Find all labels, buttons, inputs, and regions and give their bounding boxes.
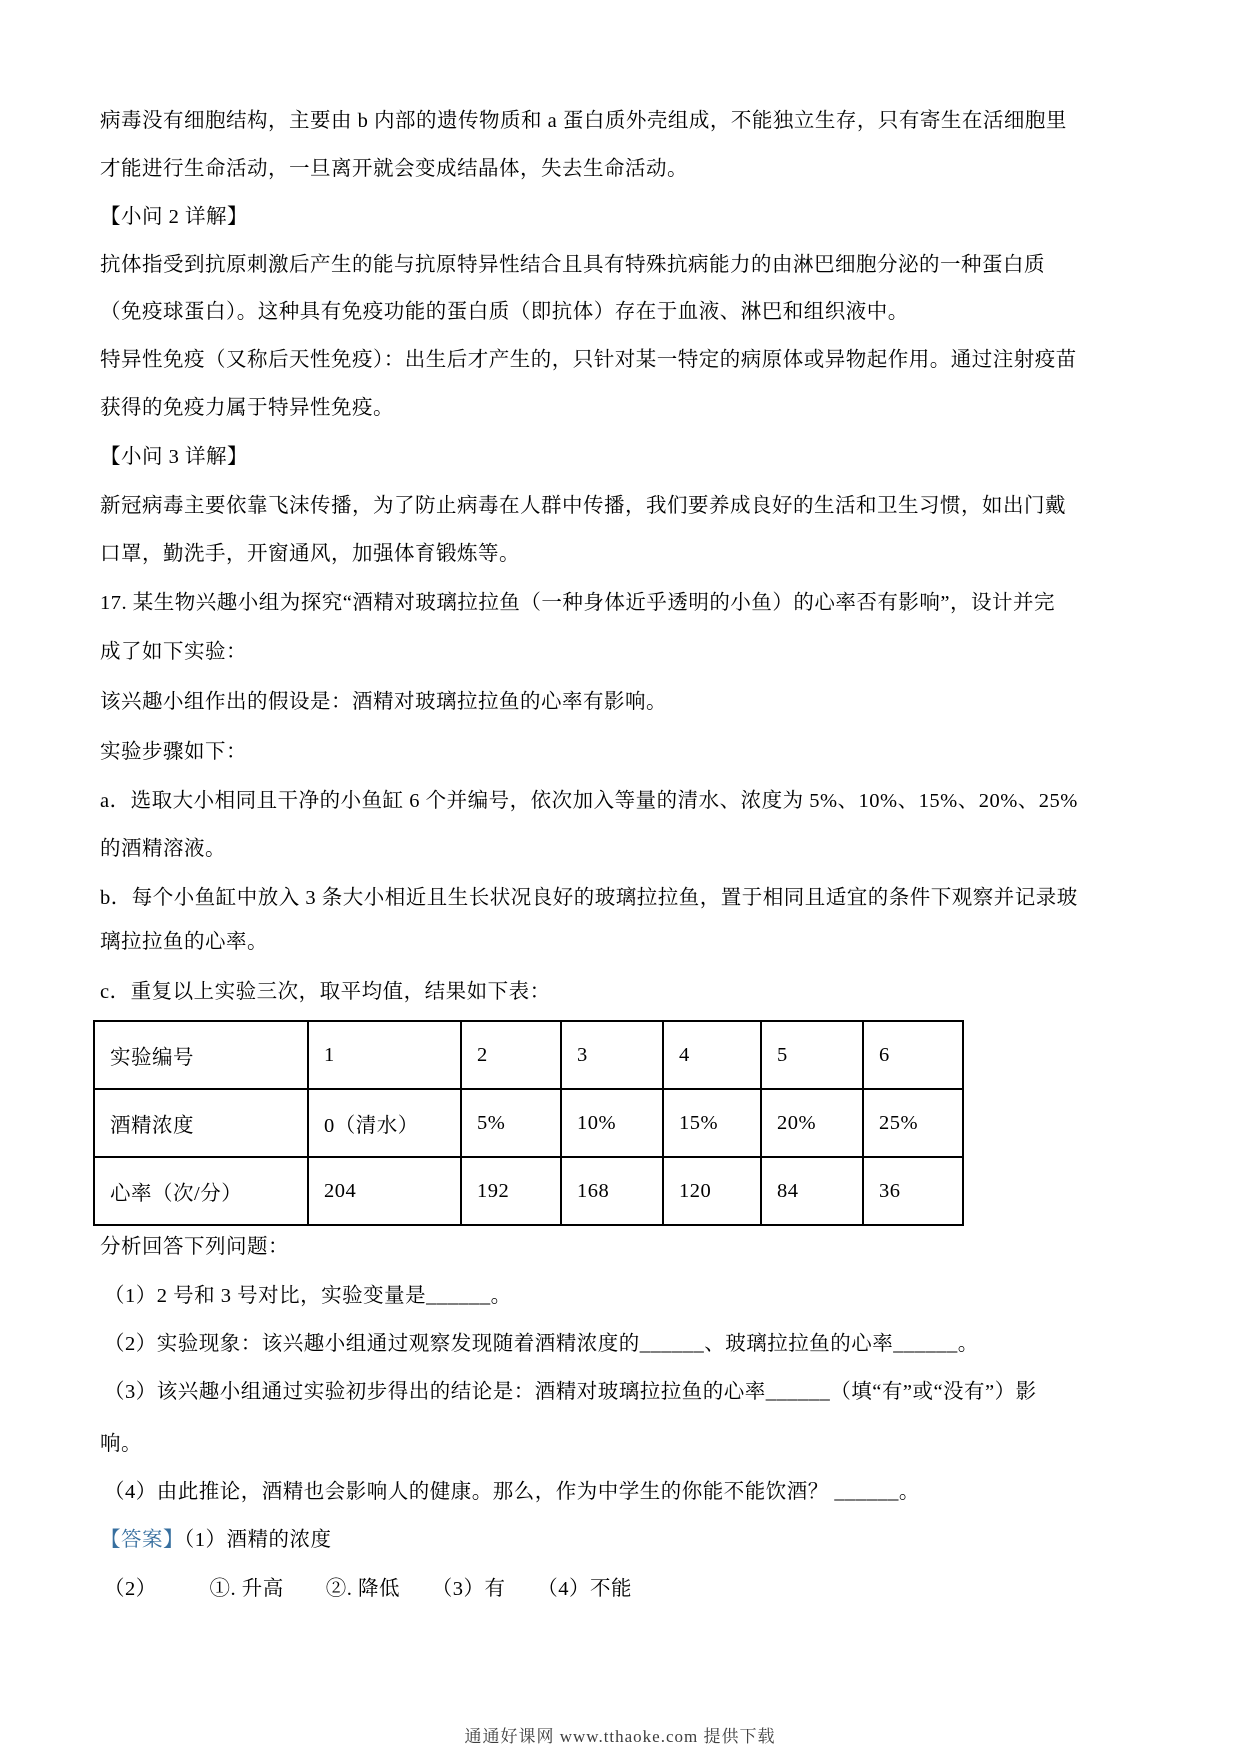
- table-row-alcohol-concentration: [94, 1089, 963, 1157]
- table-cell: 36: [863, 1157, 963, 1225]
- q17-step-b-line: 璃拉拉鱼的心率。: [100, 931, 268, 953]
- q17-step-c-line: c．重复以上实验三次，取平均值，结果如下表：: [100, 981, 551, 1003]
- table-cell: 0（清水）: [308, 1089, 461, 1157]
- analysis-question-3-wrap: 响。: [100, 1433, 142, 1455]
- table-cell: 15%: [663, 1089, 761, 1157]
- table-cell: 168: [561, 1157, 663, 1225]
- table-cell: 1: [308, 1021, 461, 1089]
- answer-1-text: （1）酒精的浓度: [184, 1529, 332, 1551]
- table-cell: 5: [761, 1021, 863, 1089]
- q16-part3-heading: 【小问 3 详解】: [100, 446, 248, 468]
- table-cell: 20%: [761, 1089, 863, 1157]
- q16-part2-heading: 【小问 2 详解】: [100, 206, 248, 228]
- answer-line-1: [100, 1527, 332, 1553]
- q17-step-b-line: b．每个小鱼缸中放入 3 条大小相近且生长状况良好的玻璃拉拉鱼，置于相同且适宜的条件下观察并记录玻: [100, 887, 1078, 909]
- table-cell: 25%: [863, 1089, 963, 1157]
- table-cell: 84: [761, 1157, 863, 1225]
- q16-part3-line: 口罩，勤洗手，开窗通风，加强体育锻炼等。: [100, 543, 520, 565]
- table-cell: 4: [663, 1021, 761, 1089]
- experiment-results-table: [93, 1020, 964, 1226]
- q16-part3-line: 新冠病毒主要依靠飞沫传播，为了防止病毒在人群中传播，我们要养成良好的生活和卫生习惯，如出门戴: [100, 495, 1066, 517]
- q17-steps-heading: 实验步骤如下：: [100, 741, 247, 763]
- analysis-question-3: （3）该兴趣小组通过实验初步得出的结论是：酒精对玻璃拉拉鱼的心率______（填“有”或“没有”）影: [104, 1381, 1037, 1403]
- q16-part2-line: 特异性免疫（又称后天性免疫）：出生后才产生的，只针对某一特定的病原体或异物起作用。通过注射疫苗: [100, 349, 1077, 371]
- table-cell: 204: [308, 1157, 461, 1225]
- row-label: 酒精浓度: [94, 1089, 308, 1157]
- table-cell: 10%: [561, 1089, 663, 1157]
- table-row-heart-rate: [94, 1157, 963, 1225]
- q16-part1-line: 病毒没有细胞结构，主要由 b 内部的遗传物质和 a 蛋白质外壳组成，不能独立生存，只有寄生在活细胞里: [100, 110, 1067, 132]
- q17-hypothesis-line: 该兴趣小组作出的假设是：酒精对玻璃拉拉鱼的心率有影响。: [100, 691, 667, 713]
- q16-part2-line: 获得的免疫力属于特异性免疫。: [100, 397, 394, 419]
- table-cell: 120: [663, 1157, 761, 1225]
- q17-intro-line: 成了如下实验：: [100, 641, 247, 663]
- analysis-question-2: （2）实验现象：该兴趣小组通过观察发现随着酒精浓度的______、玻璃拉拉鱼的心率______。: [104, 1333, 979, 1355]
- row-label: 实验编号: [94, 1021, 308, 1089]
- table-cell: 5%: [461, 1089, 561, 1157]
- analysis-heading: 分析回答下列问题：: [100, 1236, 289, 1258]
- table-row-experiment-number: [94, 1021, 963, 1089]
- table-cell: 6: [863, 1021, 963, 1089]
- analysis-question-1: （1）2 号和 3 号对比，实验变量是______。: [104, 1285, 512, 1307]
- q17-step-a-line: a．选取大小相同且干净的小鱼缸 6 个并编号，依次加入等量的清水、浓度为 5%、10%、15%、20%、25%: [100, 790, 1078, 812]
- answer-line-2: （2） ①. 升高 ②. 降低 （3）有 （4）不能: [104, 1578, 632, 1600]
- table-cell: 3: [561, 1021, 663, 1089]
- site-footer: 通通好课网 www.tthaoke.com 提供下载: [464, 1727, 776, 1746]
- table-cell: 2: [461, 1021, 561, 1089]
- q17-intro-line: 17. 某生物兴趣小组为探究“酒精对玻璃拉拉鱼（一种身体近乎透明的小鱼）的心率否有影响”，设计并完: [100, 592, 1055, 614]
- answer-label: 【答案】: [100, 1529, 184, 1551]
- table-cell: 192: [461, 1157, 561, 1225]
- q17-step-a-line: 的酒精溶液。: [100, 838, 226, 860]
- analysis-question-4: （4）由此推论，酒精也会影响人的健康。那么，作为中学生的你能不能饮酒？ ______。: [104, 1481, 920, 1503]
- row-label: 心率（次/分）: [94, 1157, 308, 1225]
- q16-part1-line: 才能进行生命活动，一旦离开就会变成结晶体，失去生命活动。: [100, 158, 688, 180]
- q16-part2-line: （免疫球蛋白）。这种具有免疫功能的蛋白质（即抗体）存在于血液、淋巴和组织液中。: [100, 301, 909, 323]
- q16-part2-line: 抗体指受到抗原刺激后产生的能与抗原特异性结合且具有特殊抗病能力的由淋巴细胞分泌的一种蛋白质: [100, 254, 1045, 276]
